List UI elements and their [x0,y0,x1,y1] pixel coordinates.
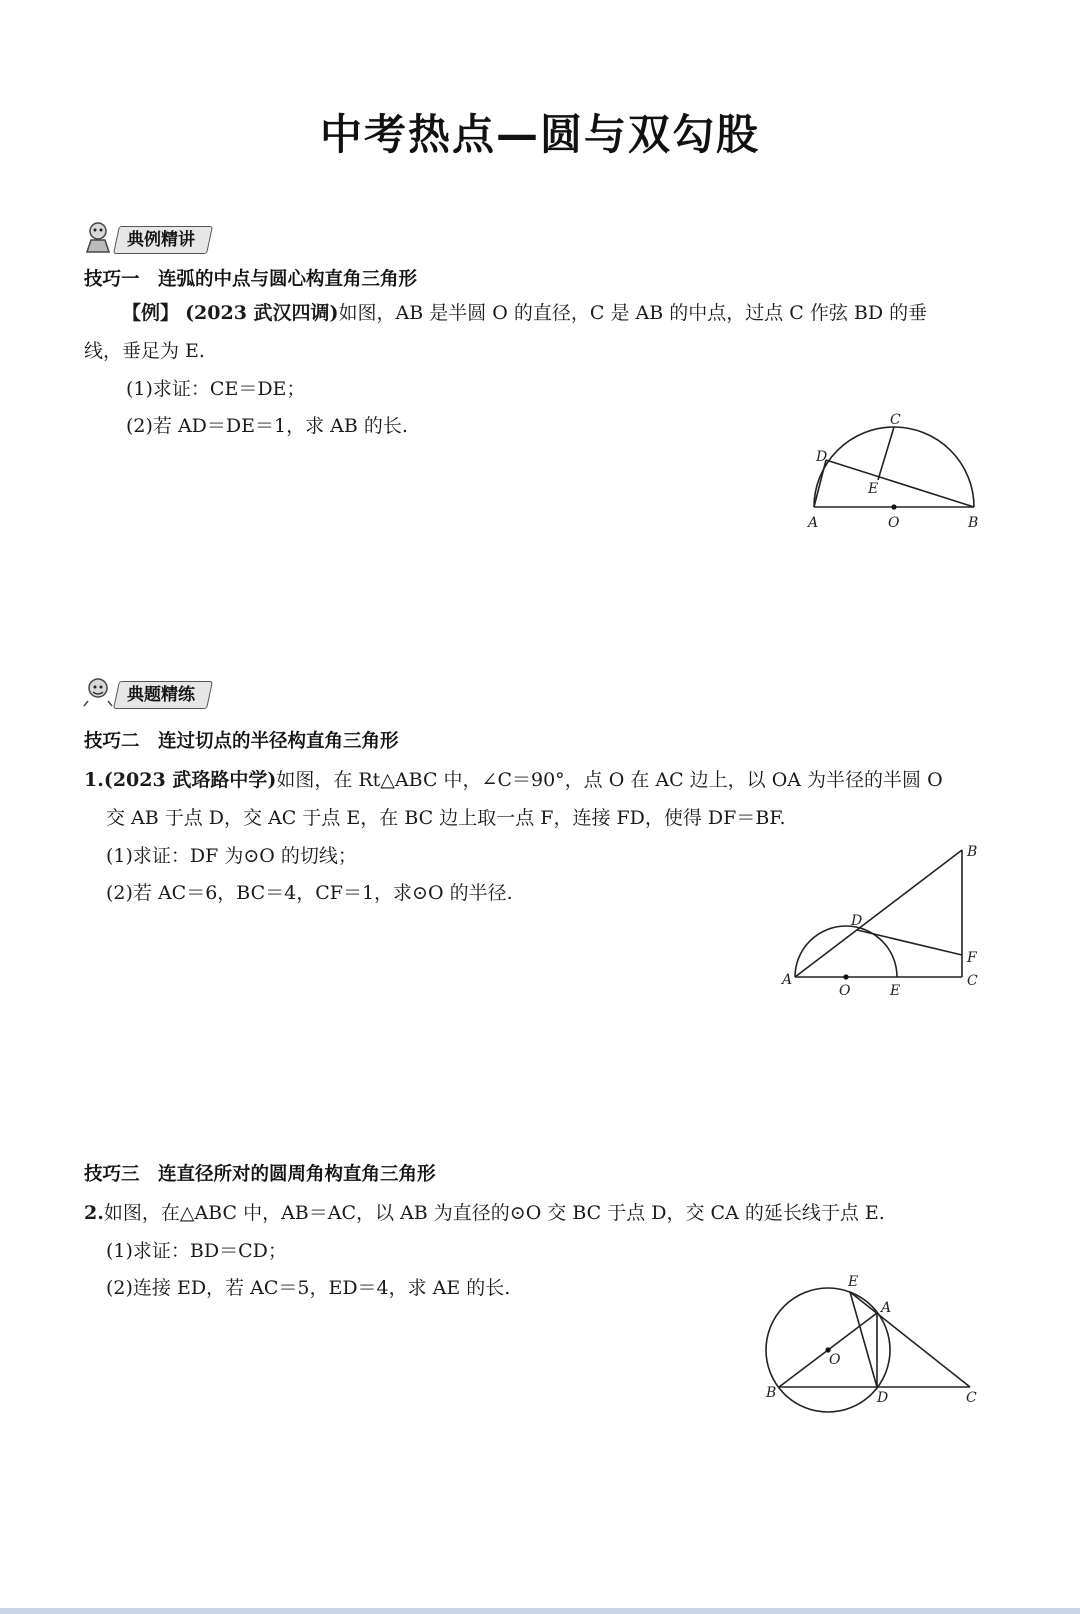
label-B: B [968,515,979,531]
example-source: (2023 武汉四调) [185,302,339,324]
center-point-O [843,974,848,979]
figure-right-triangle [775,835,985,1000]
problem-1-stem-text: 如图，在 Rt△ABC 中，∠C＝90°，点 O 在 AC 边上，以 OA 为半径的半圆 O [276,769,943,791]
example-stem-text: 如图，AB 是半圆 O 的直径，C 是 AB 的中点，过点 C 作弦 BD 的垂 [338,302,928,324]
label-C: C [966,1390,977,1406]
segment-CE [878,427,894,480]
example-tag: 【例】 [122,302,180,324]
problem-1-question-2: (2)若 AC＝6，BC＝4，CF＝1，求⊙O 的半径. [106,882,513,904]
problem-1-source: (2023 武珞路中学) [103,769,277,791]
bottom-edge [0,1608,1080,1614]
label-D: D [851,913,863,929]
example-stem [122,300,927,326]
semicircle-O [795,926,897,977]
label-C: C [890,412,901,428]
banner-tag: 典题精练 [113,681,213,709]
example-stem-cont: 线，垂足为 E. [84,340,205,362]
line-EC [850,1292,970,1387]
label-D: D [816,449,828,465]
label-E: E [868,481,879,497]
banner-tag: 典例精讲 [113,226,213,254]
page-title: 中考热点—圆与双勾股 [319,110,760,159]
problem-1-stem [84,767,943,793]
tip-heading-1: 技巧一 连弧的中点与圆心构直角三角形 [84,269,418,290]
label-O: O [888,515,900,531]
problem-2-stem [84,1200,885,1226]
label-A: A [881,1300,892,1316]
chord-BD [826,460,974,507]
center-point-O [891,504,896,509]
banner-example-lecture [82,220,282,254]
segment-DF [857,930,962,955]
example-question-1: (1)求证：CE＝DE； [126,378,306,400]
figure-semicircle [800,405,990,540]
label-F: F [967,950,977,966]
side-AB [795,850,962,977]
label-B: B [766,1385,777,1401]
label-B: B [967,844,978,860]
problem-2-question-2: (2)连接 ED，若 AC＝5，ED＝4，求 AE 的长. [106,1277,511,1299]
example-question-2: (2)若 AD＝DE＝1，求 AB 的长. [126,415,408,437]
banner-practice [82,675,282,709]
tip-heading-3: 技巧三 连直径所对的圆周角构直角三角形 [84,1164,436,1185]
label-D: D [877,1390,889,1406]
label-A: A [782,972,793,988]
problem-1-number: 1. [84,769,104,791]
problem-1-question-1: (1)求证：DF 为⊙O 的切线； [106,845,357,867]
label-O: O [829,1352,841,1368]
problem-1-stem-cont: 交 AB 于点 D，交 AC 于点 E，在 BC 边上取一点 F，连接 FD，使得 DF＝BF. [106,807,786,829]
label-C: C [967,973,978,989]
chord-AD [814,460,826,507]
problem-2-stem-text: 如图，在△ABC 中，AB＝AC，以 AB 为直径的⊙O 交 BC 于点 D，交 CA 的延长线于点 E. [103,1202,885,1224]
problem-2-question-1: (1)求证：BD＝CD； [106,1240,287,1262]
label-A: A [808,515,819,531]
label-O: O [839,983,851,999]
label-E: E [848,1274,859,1290]
problem-2-number: 2. [84,1202,104,1224]
figure-circle-triangle [755,1265,985,1425]
semicircle-arc [814,427,974,507]
label-E: E [890,983,901,999]
tip-heading-2: 技巧二 连过切点的半径构直角三角形 [84,731,399,752]
